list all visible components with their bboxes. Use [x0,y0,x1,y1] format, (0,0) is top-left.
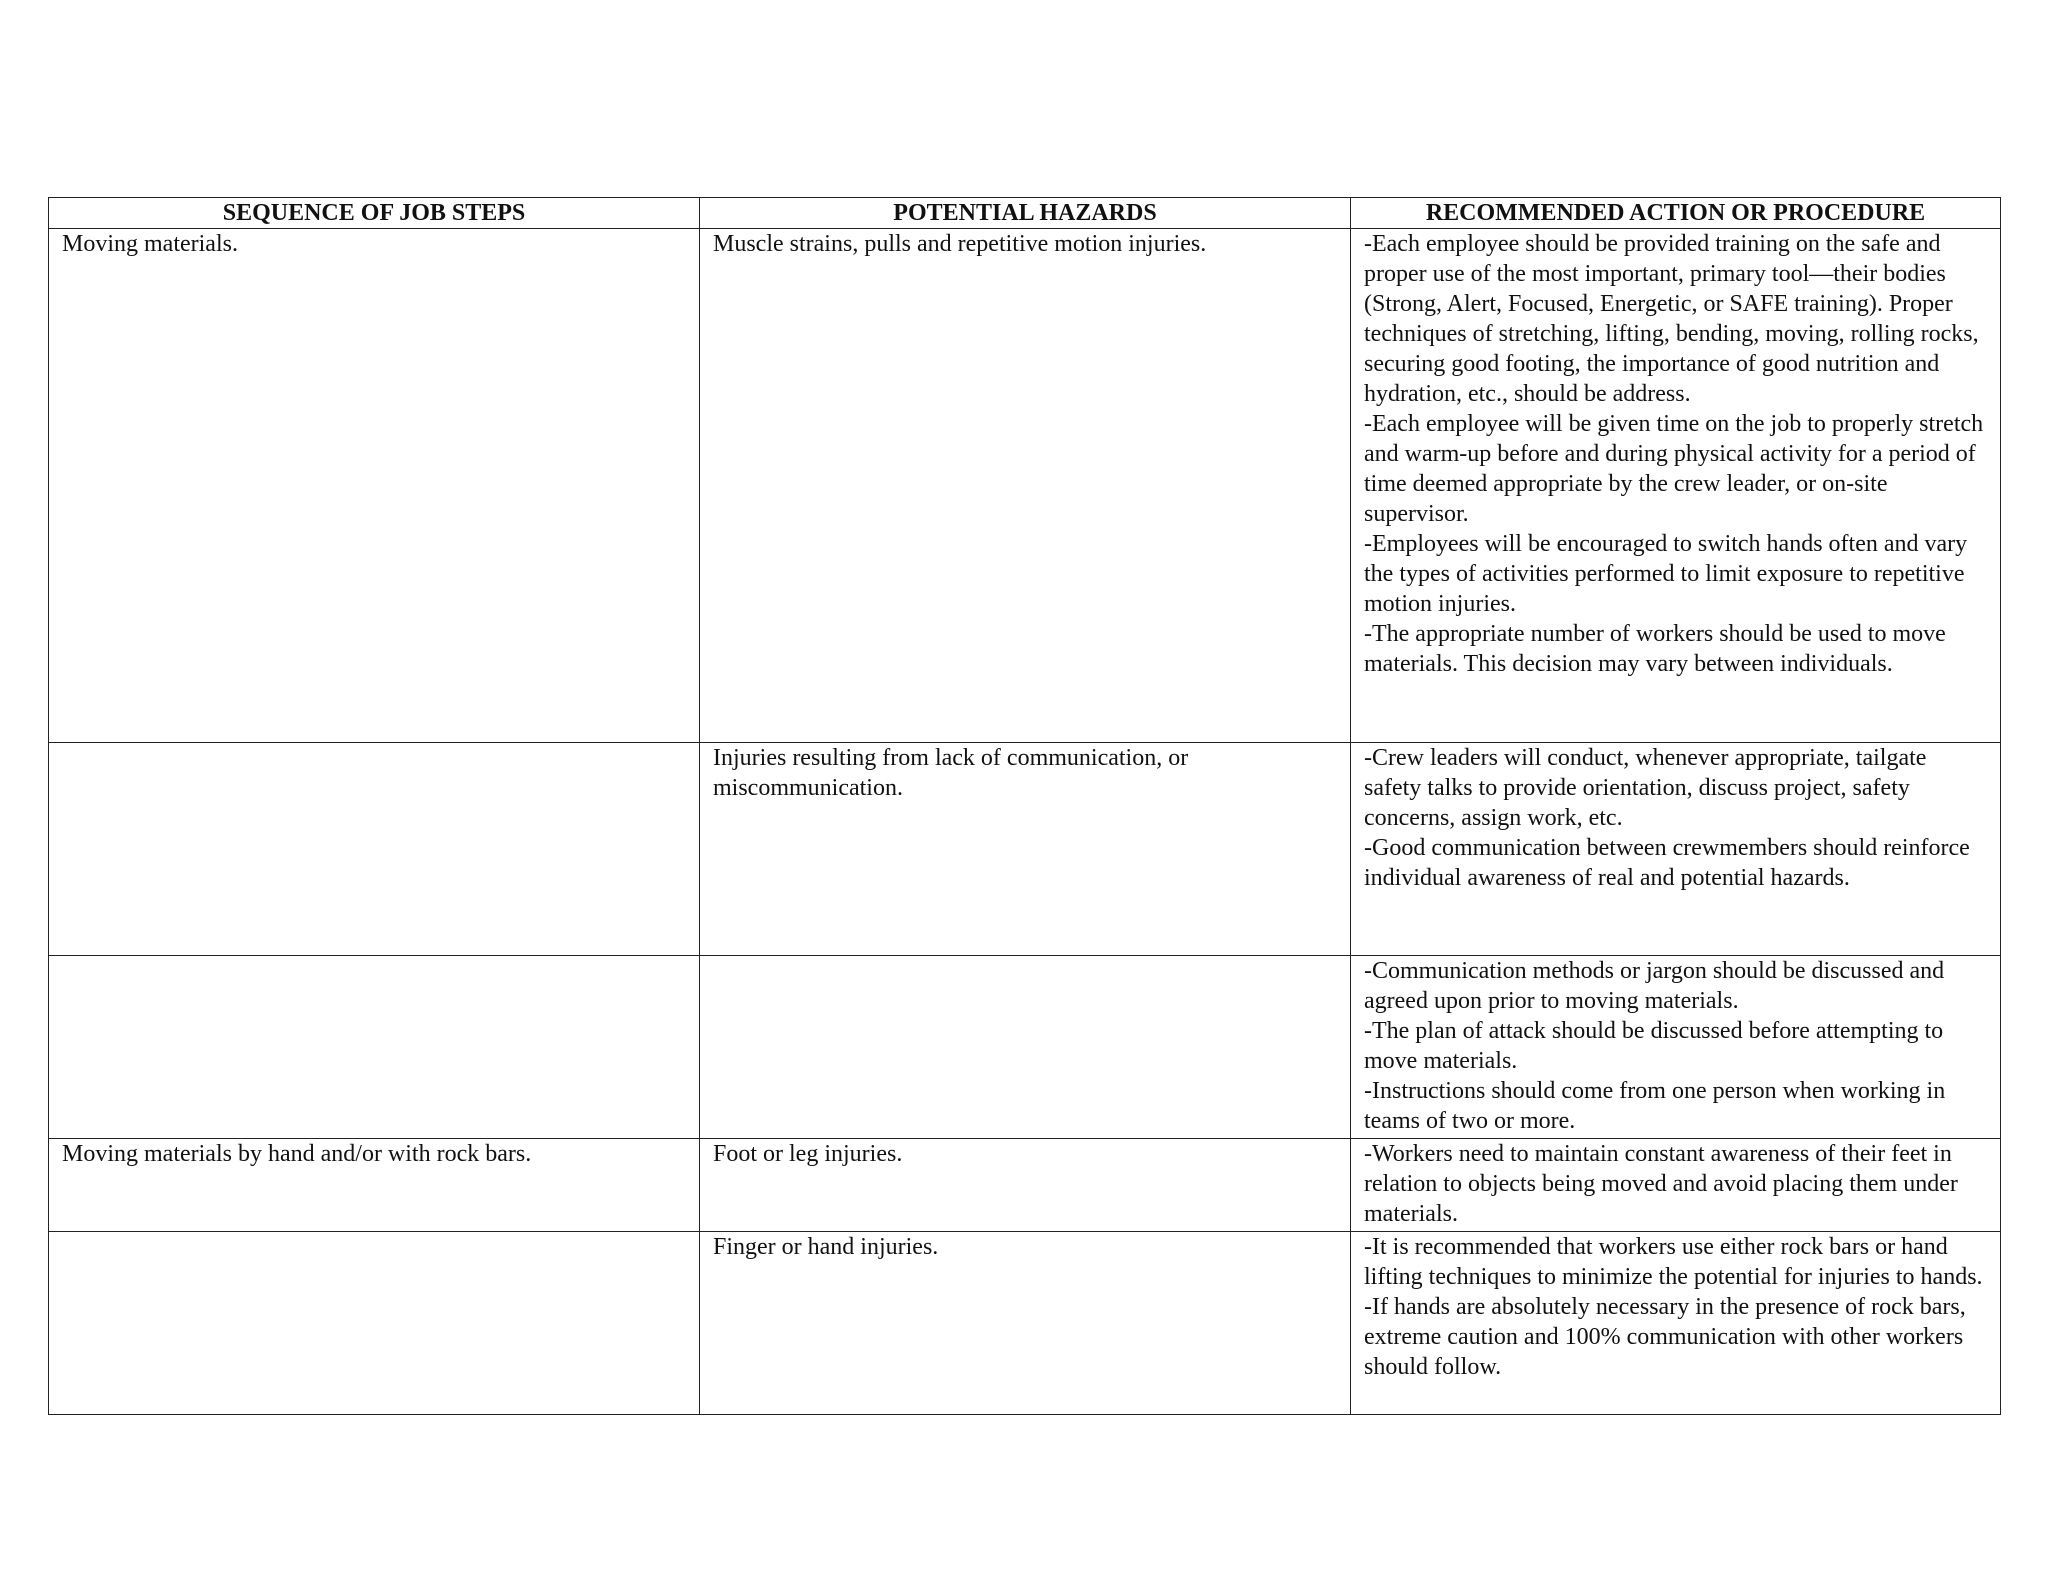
action-item: -Each employee will be given time on the job to properly stretch and warm-up before and during physical activity for a period of time deemed appropriate by the crew leader, or on-site supervisor. [1364,411,1984,527]
action-cell [1351,956,2001,1139]
job-step-cell [49,956,700,1139]
table-row [49,956,2001,1139]
header-row [49,198,2001,229]
action-item: -Communication methods or jargon should be discussed and agreed upon prior to moving materials. [1364,958,1945,1014]
action-item: -Each employee should be provided training on the safe and proper use of the most important, primary tool—their bodies (Strong, Alert, Focused, Energetic, or SAFE training). Proper techniques of stretching, lifting, bending, moving, rolling rocks, securing good footing, the importance of good nutrition and hydration, etc., should be address. [1364,231,1979,407]
table-row [49,743,2001,956]
header-potential-hazards: POTENTIAL HAZARDS [700,198,1351,229]
action-item: -The plan of attack should be discussed before attempting to move materials. [1364,1018,1944,1074]
job-step-cell [49,743,700,956]
action-item: -If hands are absolutely necessary in the presence of rock bars, extreme caution and 100% communication with other workers should follow. [1364,1294,1966,1380]
action-item: -Instructions should come from one person when working in teams of two or more. [1364,1078,1946,1134]
action-cell [1351,1232,2001,1415]
action-cell [1351,743,2001,956]
action-item: -Employees will be encouraged to switch hands often and vary the types of activities performed to limit exposure to repetitive motion injuries. [1364,531,1968,617]
job-step-cell: Moving materials by hand and/or with rock bars. [49,1139,700,1232]
table-row [49,1232,2001,1415]
hazard-cell [700,956,1351,1139]
action-item: -It is recommended that workers use either rock bars or hand lifting techniques to minimize the potential for injuries to hands. [1364,1234,1983,1290]
action-item: -The appropriate number of workers should be used to move materials. This decision may vary between individuals. [1364,621,1946,677]
hazard-cell: Injuries resulting from lack of communication, or miscommunication. [700,743,1351,956]
job-step-cell [49,1232,700,1415]
hazard-cell: Muscle strains, pulls and repetitive motion injuries. [700,229,1351,743]
hazard-cell: Finger or hand injuries. [700,1232,1351,1415]
action-cell [1351,229,2001,743]
table-row [49,229,2001,743]
header-recommended-action: RECOMMENDED ACTION OR PROCEDURE [1351,198,2001,229]
job-step-cell: Moving materials. [49,229,700,743]
table-row [49,1139,2001,1232]
job-hazard-analysis-table [48,197,2001,1415]
action-item: -Crew leaders will conduct, whenever appropriate, tailgate safety talks to provide orientation, discuss project, safety concerns, assign work, etc. [1364,745,1927,831]
action-cell [1351,1139,2001,1232]
hazard-cell: Foot or leg injuries. [700,1139,1351,1232]
action-item: -Workers need to maintain constant awareness of their feet in relation to objects being moved and avoid placing them under materials. [1364,1141,1958,1227]
action-item: -Good communication between crewmembers should reinforce individual awareness of real and potential hazards. [1364,835,1970,891]
header-job-steps: SEQUENCE OF JOB STEPS [49,198,700,229]
